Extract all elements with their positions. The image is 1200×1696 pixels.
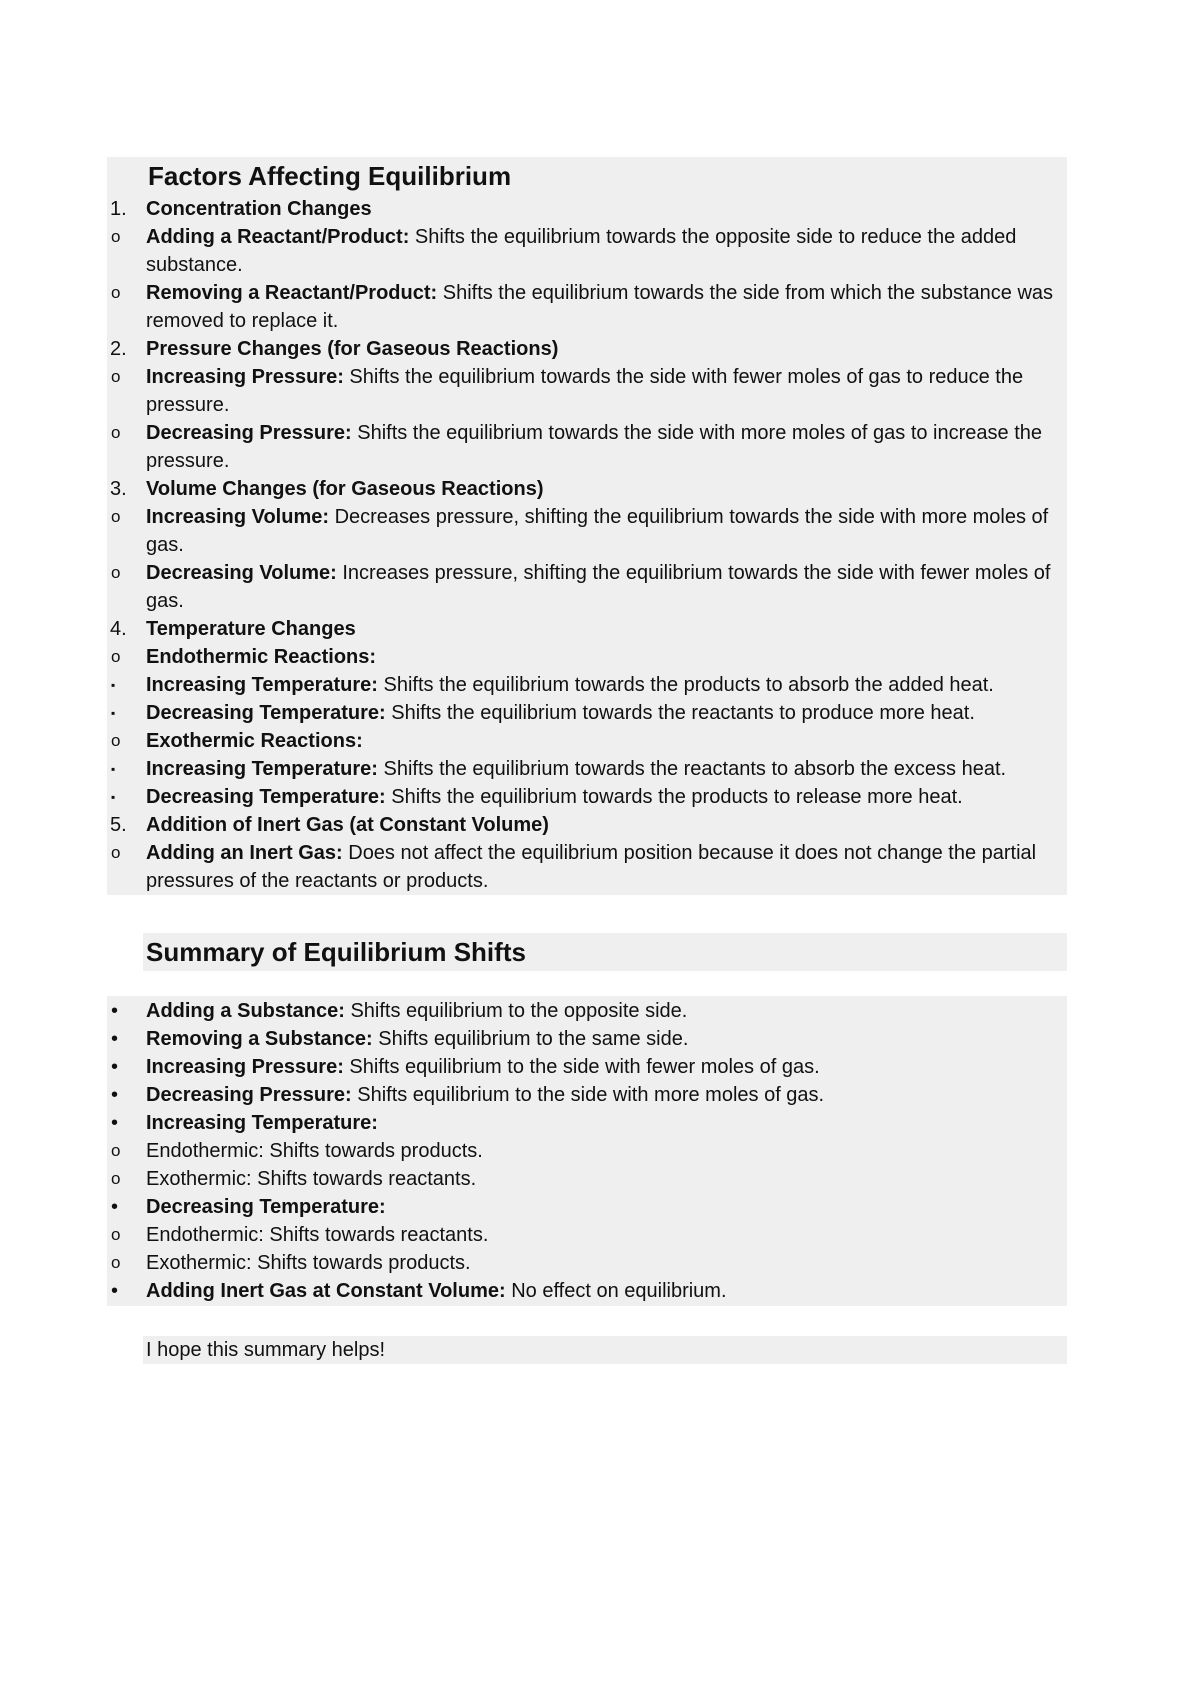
bullet-icon: o [111,731,121,750]
list-item [107,1053,1067,1081]
bullet-icon: ▪ [111,790,116,804]
list-item [107,195,1067,223]
item-description: Increases pressure, shifting the equilibrium towards the side with fewer moles of gas. [146,562,1051,612]
item-term: Decreasing Temperature: [146,1196,386,1218]
factors-section [107,157,1067,895]
bullet-icon: ▪ [111,762,116,776]
list-number: 5. [110,814,127,836]
bullet-icon: o [111,507,121,526]
list-item [107,1137,1067,1165]
list-item [107,1221,1067,1249]
item-description: Endothermic: Shifts towards reactants. [146,1224,489,1246]
bullet-icon: o [111,1225,121,1244]
list-item [107,811,1067,839]
list-item [107,727,1067,755]
list-item [107,1277,1067,1305]
list-item [107,671,1067,699]
summary-list [107,997,1067,1305]
bullet-icon: o [111,283,121,302]
summary-title: Summary of Equilibrium Shifts [146,937,526,967]
list-item [107,223,1067,279]
list-number: 4. [110,618,127,640]
closing-text: I hope this summary helps! [146,1339,385,1361]
list-item [107,1109,1067,1137]
item-description: Shifts equilibrium to the side with fewer moles of gas. [343,1056,820,1078]
bullet-icon: o [111,1169,121,1188]
bullet-icon: • [111,1084,119,1106]
item-description: Shifts equilibrium to the side with more moles of gas. [351,1084,825,1106]
list-item [107,335,1067,363]
item-term: Increasing Temperature: [146,674,378,696]
item-term: Decreasing Pressure: [146,1084,352,1106]
item-description: Shifts the equilibrium towards the products to absorb the added heat. [377,674,994,696]
bullet-icon: o [111,647,121,666]
bullet-icon: • [111,1112,119,1134]
list-item [107,279,1067,335]
summary-section [107,996,1067,1306]
list-item [107,643,1067,671]
item-term: Temperature Changes [146,618,356,640]
list-item [107,839,1067,895]
list-item [107,419,1067,475]
item-term: Addition of Inert Gas (at Constant Volume) [146,814,549,836]
list-number: 2. [110,338,127,360]
bullet-icon: o [111,227,121,246]
item-term: Adding a Reactant/Product: [146,226,410,248]
bullet-icon: • [111,1196,119,1218]
item-term: Endothermic Reactions: [146,646,377,668]
item-term: Concentration Changes [146,198,372,220]
item-term: Increasing Temperature: [146,758,378,780]
list-item [107,363,1067,419]
bullet-icon: • [111,1028,119,1050]
list-number: 1. [110,198,127,220]
list-item [107,997,1067,1025]
item-term: Increasing Volume: [146,506,330,528]
item-term: Removing a Reactant/Product: [146,282,438,304]
bullet-icon: o [111,843,121,862]
item-description: Exothermic: Shifts towards products. [146,1252,471,1274]
bullet-icon: • [111,1000,119,1022]
item-term: Adding Inert Gas at Constant Volume: [146,1280,506,1302]
list-item [107,755,1067,783]
item-term: Decreasing Volume: [146,562,337,584]
list-item [107,783,1067,811]
list-item [107,1025,1067,1053]
item-description: Shifts the equilibrium towards the opposite side to reduce the added substance. [146,226,1017,276]
item-description: Shifts the equilibrium towards the side with fewer moles of gas to reduce the pressure. [146,366,1024,416]
list-item [107,1249,1067,1277]
list-item [107,475,1067,503]
item-term: Decreasing Temperature: [146,786,386,808]
bullet-icon: o [111,423,121,442]
list-item [107,615,1067,643]
list-item [107,503,1067,559]
list-number: 3. [110,478,127,500]
bullet-icon: o [111,563,121,582]
item-term: Decreasing Temperature: [146,702,386,724]
item-term: Adding an Inert Gas: [146,842,343,864]
item-description: Shifts the equilibrium towards the products to release more heat. [385,786,963,808]
list-item [107,1081,1067,1109]
item-description: No effect on equilibrium. [505,1280,727,1302]
list-item [107,699,1067,727]
factors-title: Factors Affecting Equilibrium [148,161,512,191]
item-term: Increasing Pressure: [146,1056,344,1078]
item-description: Decreases pressure, shifting the equilibrium towards the side with more moles of gas. [146,506,1049,556]
factors-list [107,195,1067,895]
item-description: Shifts the equilibrium towards the reactants to absorb the excess heat. [377,758,1007,780]
item-description: Shifts equilibrium to the opposite side. [344,1000,688,1022]
bullet-icon: ▪ [111,678,116,692]
list-item [107,559,1067,615]
item-description: Shifts the equilibrium towards the side from which the substance was removed to replace it. [146,282,1054,332]
bullet-icon: ▪ [111,706,116,720]
bullet-icon: o [111,367,121,386]
bullet-icon: o [111,1253,121,1272]
bullet-icon: o [111,1141,121,1160]
item-term: Adding a Substance: [146,1000,345,1022]
item-term: Pressure Changes (for Gaseous Reactions) [146,338,559,360]
item-term: Exothermic Reactions: [146,730,363,752]
item-term: Decreasing Pressure: [146,422,352,444]
item-term: Volume Changes (for Gaseous Reactions) [146,478,544,500]
bullet-icon: • [111,1056,119,1078]
item-term: Increasing Temperature: [146,1112,378,1134]
item-description: Shifts the equilibrium towards the reactants to produce more heat. [385,702,975,724]
list-item [107,1193,1067,1221]
item-description: Endothermic: Shifts towards products. [146,1140,483,1162]
item-term: Removing a Substance: [146,1028,373,1050]
item-description: Shifts the equilibrium towards the side with more moles of gas to increase the pressure. [146,422,1043,472]
closing-section [143,1336,1067,1364]
item-term: Increasing Pressure: [146,366,344,388]
bullet-icon: • [111,1280,119,1302]
item-description: Does not affect the equilibrium position because it does not change the partial pressures of the reactants or products. [146,842,1037,892]
summary-heading-section [143,933,1067,971]
item-description: Shifts equilibrium to the same side. [372,1028,689,1050]
item-description: Exothermic: Shifts towards reactants. [146,1168,477,1190]
list-item [107,1165,1067,1193]
